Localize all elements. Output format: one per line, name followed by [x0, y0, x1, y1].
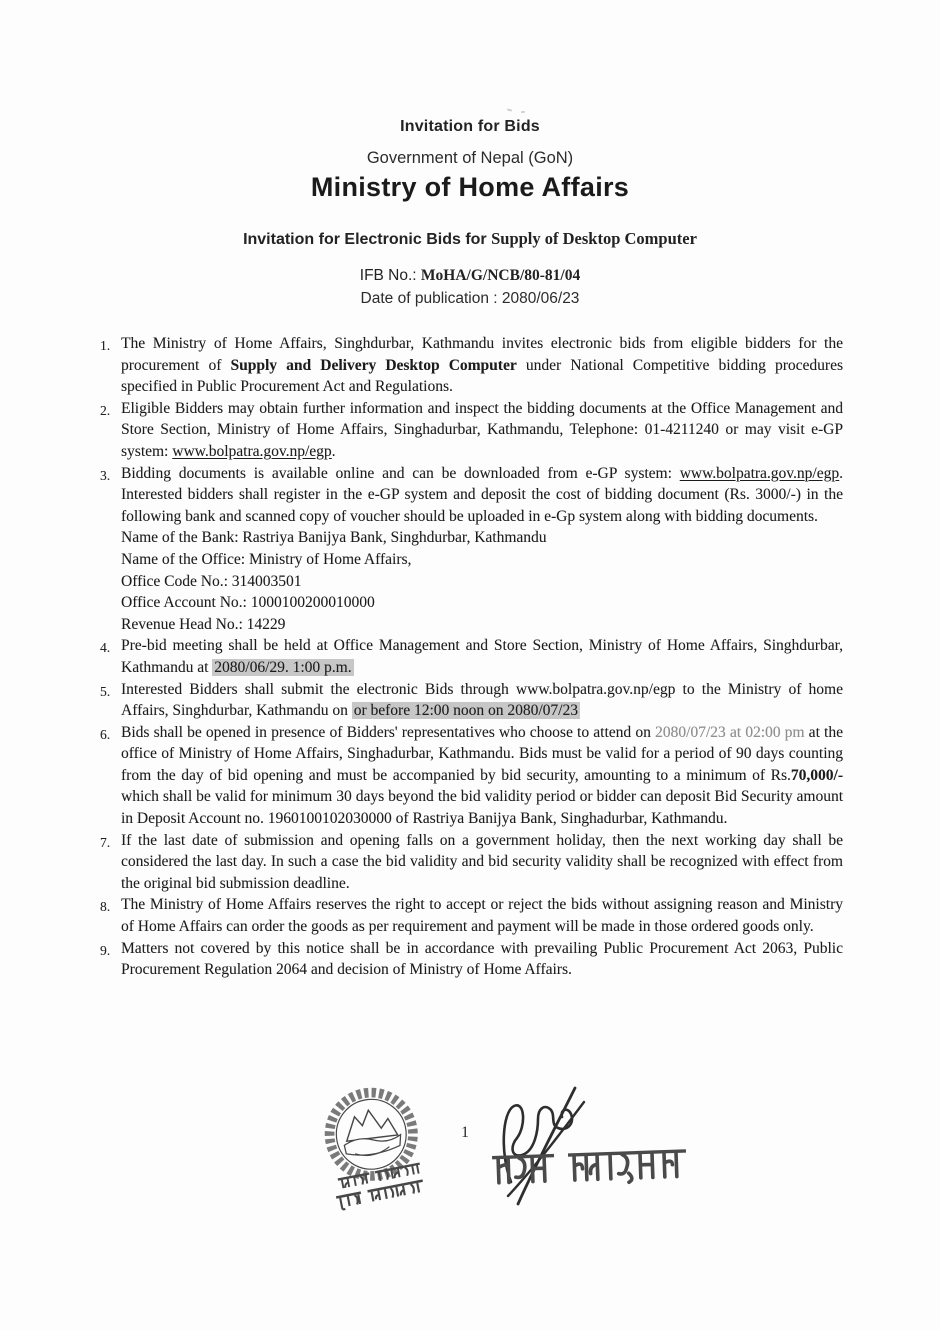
document-header [0, 117, 940, 308]
list-item [100, 722, 843, 830]
text-segment: . [331, 442, 336, 460]
ministry-stamp [311, 1080, 437, 1222]
text-segment: The Ministry of Home Affairs reserves the right to accept or reject the bids without assigning reason and Ministry of Home Affairs can order the goods as per requirement and payment will be made in those ordered goods only. [121, 896, 843, 936]
government-line: Government of Nepal (GoN) [366, 149, 574, 167]
text-segment: If the last date of submission and opening falls on a government holiday, then the next working day shall be considered the last day. In such a case the bid validity and bid security validity shall be recognized with effect from the original bid submission deadline. [121, 831, 843, 892]
highlighted-text: 2080/06/29. 1:00 p.m. [214, 658, 352, 676]
bid-conditions-list [100, 333, 843, 981]
signature-stroke-diagonal [518, 1088, 575, 1204]
list-item [100, 398, 843, 463]
item-text [121, 679, 843, 722]
ifb-number-line [0, 267, 940, 285]
item-number: 3. [100, 467, 111, 483]
item-number: 2. [100, 402, 111, 418]
item-text [121, 635, 843, 678]
ifb-label: IFB No.: [359, 267, 421, 284]
link-text: www.bolpatra.gov.np/egp [679, 464, 840, 482]
ministry-title: Ministry of Home Affairs [310, 172, 630, 202]
list-item [100, 830, 843, 895]
scan-artifact [521, 111, 525, 114]
item-text [121, 463, 843, 636]
item-text [121, 333, 843, 398]
item-text [121, 894, 843, 937]
publication-date-line: Date of publication : 2080/06/23 [360, 290, 580, 307]
item-text [121, 398, 843, 463]
text-segment: Eligible Bidders may obtain further information and inspect the bidding documents at the Office Management and Store Section, Ministry of Home Affairs, Singhadurbar, Kathmandu, Telephone: 01-4211240 or may visit e-GP system: [121, 399, 843, 460]
bid-subtitle [0, 229, 940, 250]
list-item [100, 333, 843, 398]
ifb-number: MoHA/G/NCB/80-81/04 [420, 267, 581, 284]
list-item [100, 679, 843, 722]
item-number: 8. [100, 899, 111, 915]
item-number: 4. [100, 640, 111, 656]
stamp-mountains [343, 1107, 397, 1141]
list-item [100, 894, 843, 937]
text-segment: Pre-bid meeting shall be held at Office Management and Store Section, Ministry of Home Affairs, Singhdurbar, Kathmandu at [121, 637, 843, 676]
detail-line: Name of the Office: Ministry of Home Affairs, [121, 550, 412, 568]
detail-line: Office Code No.: 314003501 [121, 572, 302, 590]
list-item [100, 938, 843, 981]
item-number: 9. [100, 942, 111, 958]
text-segment: Interested Bidders shall submit the electronic Bids through www.bolpatra.gov.np/egp to the Ministry of home Affairs, Singhdurbar, Kathmandu on [121, 680, 843, 720]
item-number: 6. [100, 726, 111, 742]
item-text [121, 830, 843, 895]
item-number: 5. [100, 683, 111, 699]
text-segment: Bids shall be opened in presence of Bidders' representatives who choose to attend on [121, 723, 656, 741]
text-segment: The Ministry of Home Affairs, Singhdurbar, Kathmandu invites electronic bids from eligible bidders for the procurement of [121, 335, 843, 374]
list-item [100, 463, 843, 636]
emphasized-text: Supply and Delivery Desktop Computer [230, 356, 517, 374]
detail-line: Name of the Bank: Rastriya Banijya Bank, Singhdurbar, Kathmandu [121, 529, 547, 547]
bid-subject: Supply of Desktop Computer [491, 229, 697, 248]
text-segment: . Interested bidders shall register in the e-GP system and deposit the cost of bidding document (Rs. 3000/-) in the following bank and scanned copy of voucher should be uploaded in e-Gp system along with bidding documents. [121, 464, 843, 525]
text-segment: under National Competitive bidding procedures specified in Public Procurement Act and Regulations. [121, 356, 843, 396]
text-segment: Matters not covered by this notice shall be in accordance with prevailing Public Procurement Act 2063, Public Procurement Regulation 2064 and decision of Ministry of Home Affairs. [121, 939, 843, 979]
link-text: www.bolpatra.gov.np/egp [172, 442, 332, 460]
scan-artifact [507, 108, 512, 111]
item-number: 1. [100, 338, 111, 353]
list-item [100, 635, 843, 678]
text-segment: which shall be valid for minimum 30 days beyond the bid validity period or bidder can deposit Bid Security amount in Deposit Account no. 1960100102030000 of Rastriya Banijya Bank, Singhadurbar, Kathmandu. [121, 788, 843, 828]
highlighted-text: or before 12:00 noon on 2080/07/23 [353, 702, 578, 720]
item-text [121, 938, 843, 981]
detail-line: Office Account No.: 1000100200010000 [121, 594, 375, 612]
detail-line: Revenue Head No.: 14229 [121, 615, 286, 633]
faded-text: 2080/07/23 at 02:00 pm [655, 723, 805, 741]
item-number: 7. [100, 834, 111, 850]
page-number: 1 [461, 1124, 469, 1141]
emphasized-text: 70,000/- [790, 766, 843, 784]
bid-subtitle-prefix: Invitation for Electronic Bids for [243, 231, 492, 248]
signature-block [478, 1082, 692, 1212]
document-type-heading: Invitation for Bids [400, 118, 540, 135]
item-text [121, 722, 843, 830]
text-segment: at the office of Ministry of Home Affairs, Singhadurbar, Kathmandu. Bids must be valid for a period of 90 days counting from the day of bid opening and must be accompanied by bid security, amounting to a minimum of Rs. [121, 723, 843, 784]
text-segment: Bidding documents is available online and can be downloaded from e-GP system: [121, 464, 680, 482]
